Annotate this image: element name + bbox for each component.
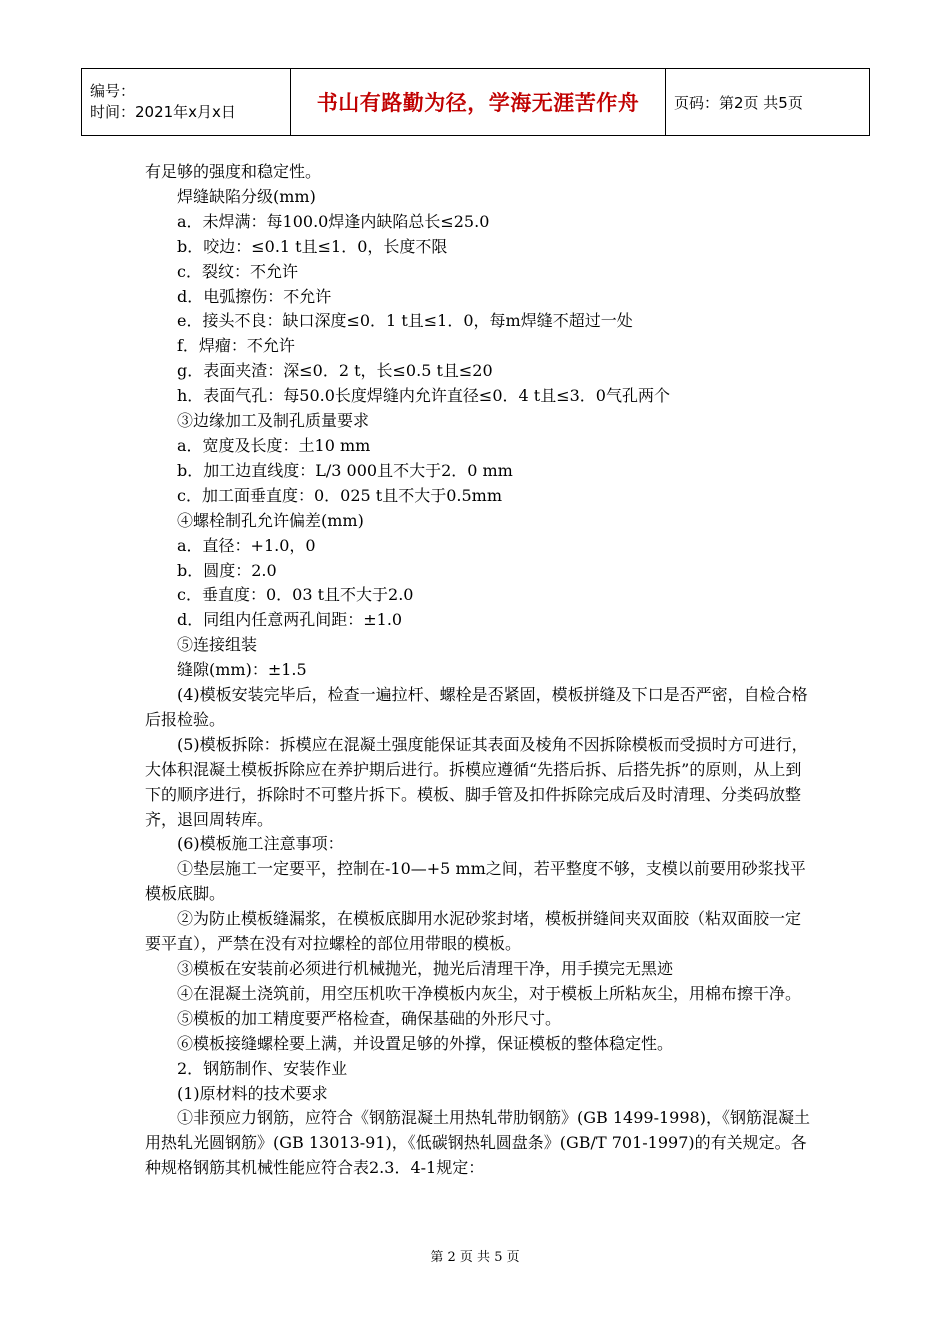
body-paragraph: (5)模板拆除：拆模应在混凝土强度能保证其表面及棱角不因拆除模板而受损时方可进行，大体积混凝土模板拆除应在养护期后进行。拆模应遵循“先搭后拆、后搭先拆”的原则，从上到下的顺序进行，拆除时不可整片拆下。模板、脚手管及扣件拆除完成后及时清理、分类码放整齐，退回周转库。 [145,734,808,829]
document-date-label: 时间：2021年x月x日 [90,103,236,121]
body-paragraph: 有足够的强度和稳定性。 [145,162,322,181]
body-paragraph: b．加工边直线度：L/3 000且不大于2．0 mm [177,460,513,480]
body-paragraph: d．电弧擦伤：不允许 [177,286,332,306]
body-paragraph: a．未焊满：每100.0焊逢内缺陷总长≤25.0 [177,211,490,231]
body-paragraph: f．焊瘤：不允许 [177,336,295,356]
body-paragraph: a．直径：+1.0，0 [177,535,316,555]
body-paragraph: ④螺栓制孔允许偏差(mm) [177,510,364,530]
body-paragraph: c．加工面垂直度：0．025 t且不大于0.5mm [177,485,502,505]
body-paragraph: 2．钢筋制作、安装作业 [177,1058,348,1078]
body-paragraph: c．垂直度：0．03 t且不大于2.0 [177,585,414,605]
body-paragraph: ④在混凝土浇筑前，用空压机吹干净模板内灰尘，对于模板上所粘灰尘，用棉布擦干净。 [177,983,802,1003]
body-paragraph: ③边缘加工及制孔质量要求 [177,411,370,431]
document-body [145,160,813,1181]
body-paragraph: a．宽度及长度：土10 mm [177,435,371,455]
header-table [81,68,870,136]
body-paragraph: h．表面气孔：每50.0长度焊缝内允许直径≤0．4 t且≤3．0气孔两个 [177,386,670,406]
body-paragraph: b．圆度：2.0 [177,560,277,580]
body-paragraph: (4)模板安装完毕后，检查一遍拉杆、螺栓是否紧固，模板拼缝及下口是否严密，自检合格后报检验。 [145,685,808,729]
body-paragraph: (6)模板施工注意事项： [177,834,344,854]
body-paragraph: ②为防止模板缝漏浆，在模板底脚用水泥砂浆封堵，模板拼缝间夹双面胶（粘双面胶一定要平直），严禁在没有对拉螺栓的部位用带眼的模板。 [145,909,802,954]
body-paragraph: ①垫层施工一定要平，控制在-10—+5 mm之间，若平整度不够，支模以前要用砂浆找平模板底脚。 [145,859,806,904]
body-paragraph: b．咬边：≤0.1 t且≤1．0，长度不限 [177,236,448,256]
document-number-label: 编号： [90,82,136,100]
body-paragraph: 焊缝缺陷分级(mm) [177,186,316,206]
body-paragraph: ⑤连接组装 [177,635,258,655]
header-meta-cell [82,69,291,136]
body-paragraph: d．同组内任意两孔间距：±1.0 [177,610,403,630]
body-paragraph: ⑥模板接缝螺栓要上满，并设置足够的外撑，保证模板的整体稳定性。 [177,1033,674,1053]
body-paragraph: g．表面夹渣：深≤0．2 t，长≤0.5 t且≤20 [177,361,493,381]
body-paragraph: ③模板在安装前必须进行机械抛光，抛光后清理干净，用手摸完无黑迹 [177,959,674,978]
page-footer: 第 2 页 共 5 页 [430,1250,520,1265]
body-paragraph: ①非预应力钢筋，应符合《钢筋混凝土用热轧带肋钢筋》(GB 1499-1998)，《钢筋混凝土用热轧光圆钢筋》(GB 13013-91)，《低碳钢热轧圆盘条》(GB/T 701-1997)的有关规定。各种规格钢筋其机械性能应符合表2.3．4-1规定： [145,1108,810,1178]
header-motto: 书山有路勤为径，学海无涯苦作舟 [291,69,666,136]
body-paragraph: c．裂纹：不允许 [177,261,298,281]
body-paragraph: 缝隙(mm)：±1.5 [177,660,307,680]
header-page-info: 页码：第2页 共5页 [666,69,870,136]
body-paragraph: (1)原材料的技术要求 [177,1083,328,1103]
body-paragraph: ⑤模板的加工精度要严格检查，确保基础的外形尺寸。 [177,1008,562,1028]
body-paragraph: e．接头不良：缺口深度≤0．1 t且≤1．0，每m焊缝不超过一处 [177,311,633,331]
